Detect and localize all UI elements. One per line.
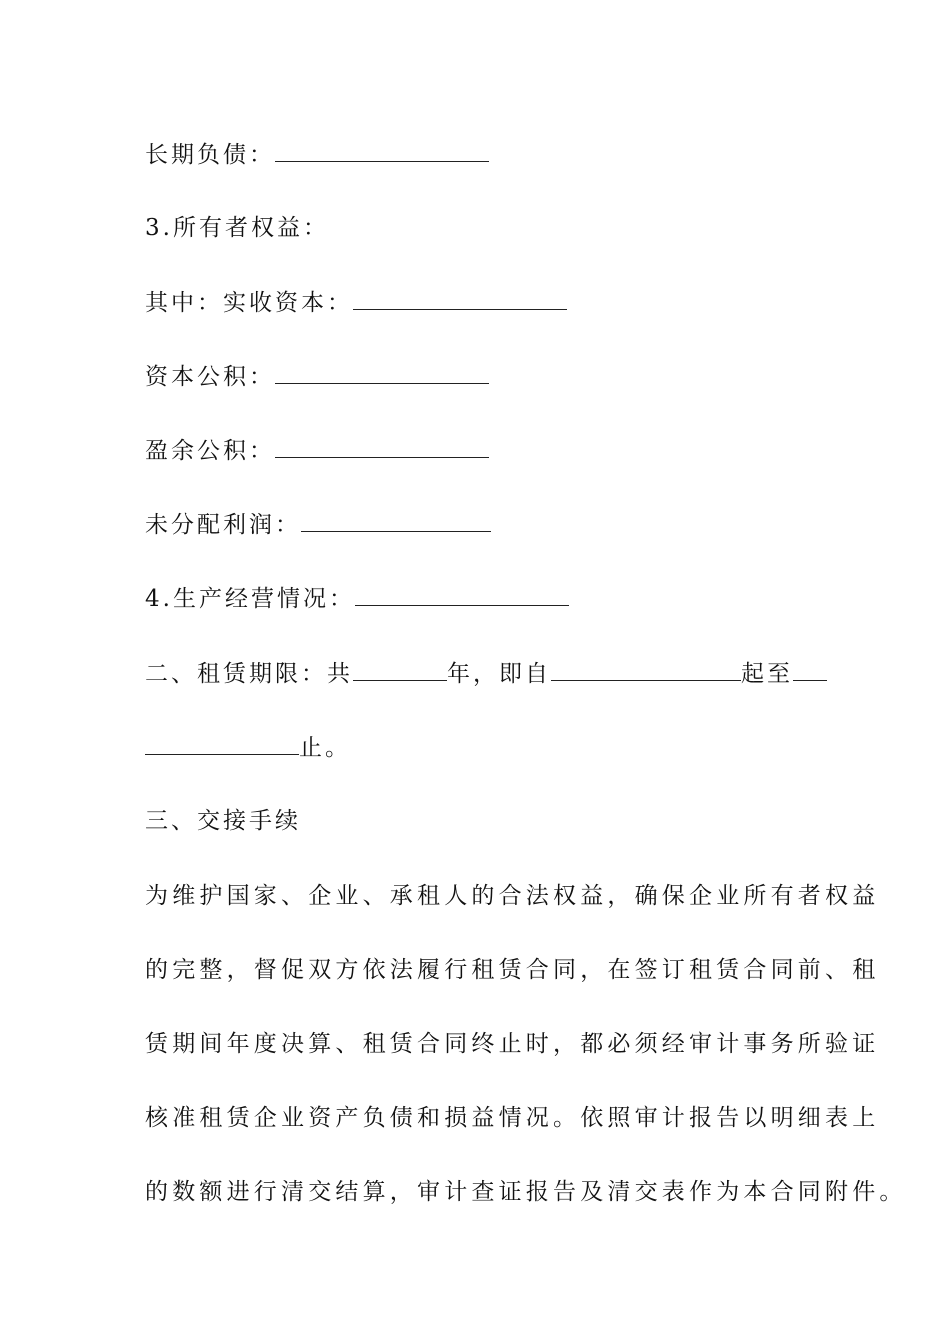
lease-term-end-line	[145, 732, 351, 763]
lease-term-line	[145, 658, 827, 689]
long-term-liabilities-blank	[275, 139, 489, 162]
lease-start-blank	[551, 658, 741, 681]
owners-equity-heading	[145, 213, 329, 243]
operation-status-label: 4.生产经营情况：	[145, 586, 355, 612]
paragraph-line: 核准租赁企业资产负债和损益情况。依照审计报告以明细表上	[145, 1105, 880, 1131]
undistributed-profit-label: 未分配利润：	[145, 512, 301, 538]
lease-end-blank-part2	[145, 732, 299, 755]
lease-term-end-text: 止。	[299, 735, 351, 761]
operation-status-blank	[355, 583, 569, 606]
paid-in-capital-label: 其中：实收资本：	[145, 290, 353, 316]
paid-in-capital-line	[145, 287, 567, 318]
lease-term-prefix: 二、租赁期限：共	[145, 661, 353, 687]
undistributed-profit-blank	[301, 509, 491, 532]
paragraph-line: 的数额进行清交结算，审计查证报告及清交表作为本合同附件。	[145, 1179, 907, 1205]
handover-paragraph	[145, 859, 907, 1229]
undistributed-profit-line	[145, 509, 491, 540]
operation-status-line	[145, 583, 569, 614]
paid-in-capital-blank	[353, 287, 567, 310]
lease-end-blank-part1	[793, 658, 827, 681]
paragraph-line: 赁期间年度决算、租赁合同终止时，都必须经审计事务所验证	[145, 1031, 880, 1057]
capital-reserve-line	[145, 361, 489, 392]
capital-reserve-blank	[275, 361, 489, 384]
surplus-reserve-blank	[275, 435, 489, 458]
lease-years-blank	[353, 658, 447, 681]
capital-reserve-label: 资本公积：	[145, 364, 275, 390]
lease-term-year-text: 年，即自	[447, 661, 551, 687]
handover-heading	[145, 806, 301, 836]
paragraph-line: 为维护国家、企业、承租人的合法权益，确保企业所有者权益	[145, 883, 880, 909]
surplus-reserve-label: 盈余公积：	[145, 438, 275, 464]
long-term-liabilities-label: 长期负债：	[145, 142, 275, 168]
paragraph-line: 的完整，督促双方依法履行租赁合同，在签订租赁合同前、租	[145, 957, 880, 983]
surplus-reserve-line	[145, 435, 489, 466]
lease-term-to-text: 起至	[741, 661, 793, 687]
handover-heading-text: 三、交接手续	[145, 808, 301, 834]
long-term-liabilities-line	[145, 139, 489, 170]
owners-equity-label: 3.所有者权益：	[145, 215, 329, 241]
